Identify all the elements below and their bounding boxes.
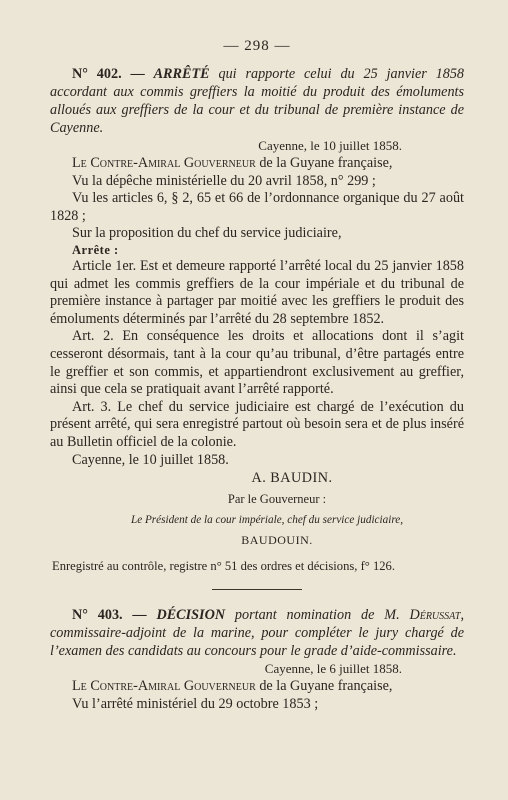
- act-403-title-a: portant nomination de M.: [234, 607, 400, 624]
- act-402-title: qui rapporte celui du 25 janvier 1858 accordant aux commis greffiers la moitié du produit des émoluments alloués aux greffiers de la cour et du tribunal de première instance de Cayenne.: [50, 66, 465, 136]
- act-402-article-1: Article 1er. Est et demeure rapporté l’arrêté local du 25 janvier 1858 qui admet les commis greffiers de la cour impériale et du tribunal de première instance à partager par moitié avec les greffiers le produit des émoluments déterminés par l’arrêté du 28 septembre 1852.: [50, 257, 464, 327]
- issuer-rest: de la Guyane française,: [259, 155, 393, 171]
- act-403-title-b: , commissaire-adjoint de la marine, pour compléter le jury chargé de l’examen des candidats au concours pour le grade d’aide-commissaire.: [50, 607, 464, 660]
- act-402-signature: A. BAUDIN.: [251, 470, 333, 487]
- act-402-vu-2: Vu les articles 6, § 2, 65 et 66 de l’ordonnance organique du 27 août 1828 ;: [50, 190, 464, 224]
- act-402-par-gouverneur: Par le Gouverneur :: [227, 492, 327, 507]
- act-402-dateline: Cayenne, le 10 juillet 1858.: [258, 138, 402, 153]
- issuer-rest: de la Guyane française,: [259, 678, 393, 695]
- page-number: — 298 —: [223, 38, 291, 54]
- act-403-issuer: [50, 678, 464, 696]
- act-402-heading: [50, 65, 464, 137]
- act-402-arrete: Arrête :: [72, 242, 119, 257]
- act-402-article-3: Art. 3. Le chef du service judiciaire est chargé de l’exécution du présent arrêté, qui sera enregistré partout où besoin sera et de plus inséré au Bulletin officiel de la colonie.: [50, 398, 464, 450]
- act-402-closing: Cayenne, le 10 juillet 1858.: [72, 451, 229, 468]
- act-403-vu-1: Vu l’arrêté ministériel du 29 octobre 1853 ;: [72, 695, 319, 712]
- act-402-registration: Enregistré au contrôle, registre n° 51 des ordres et décisions, f° 126.: [52, 559, 396, 574]
- act-402: [50, 65, 464, 575]
- act-402-issuer: [50, 155, 464, 173]
- act-403-dateline: Cayenne, le 6 juillet 1858.: [264, 661, 402, 677]
- act-403-heading: [50, 606, 464, 660]
- act-402-keyword: ARRÊTÉ: [153, 66, 210, 82]
- act-402-number: N° 402. —: [72, 66, 145, 82]
- act-403: [50, 606, 464, 713]
- act-403-number: N° 403. —: [72, 607, 147, 624]
- issuer-title: Le Contre-Amiral Gouverneur: [72, 678, 256, 695]
- act-402-baudouin: BAUDOUIN.: [241, 533, 313, 548]
- act-402-president: Le Président de la cour impériale, chef du service judiciaire,: [130, 514, 404, 527]
- act-402-vu-1: Vu la dépêche ministérielle du 20 avril 1858, n° 299 ;: [72, 172, 376, 189]
- act-402-article-2: Art. 2. En conséquence les droits et allocations dont il s’agit cesseront désormais, tant à la cour qu’au tribunal, d’être partagés entre le greffier et son commis, et appartiendront exclusivement au greffier, ainsi que cela se pratiquait avant l’arrêté rapporté.: [50, 328, 464, 398]
- act-403-keyword: DÉCISION: [156, 607, 226, 624]
- act-403-name: Dérussat: [409, 607, 461, 624]
- issuer-title: Le Contre-Amiral Gouverneur: [72, 155, 256, 171]
- section-divider: [212, 589, 302, 590]
- act-402-sur: Sur la proposition du chef du service judiciaire,: [72, 225, 342, 242]
